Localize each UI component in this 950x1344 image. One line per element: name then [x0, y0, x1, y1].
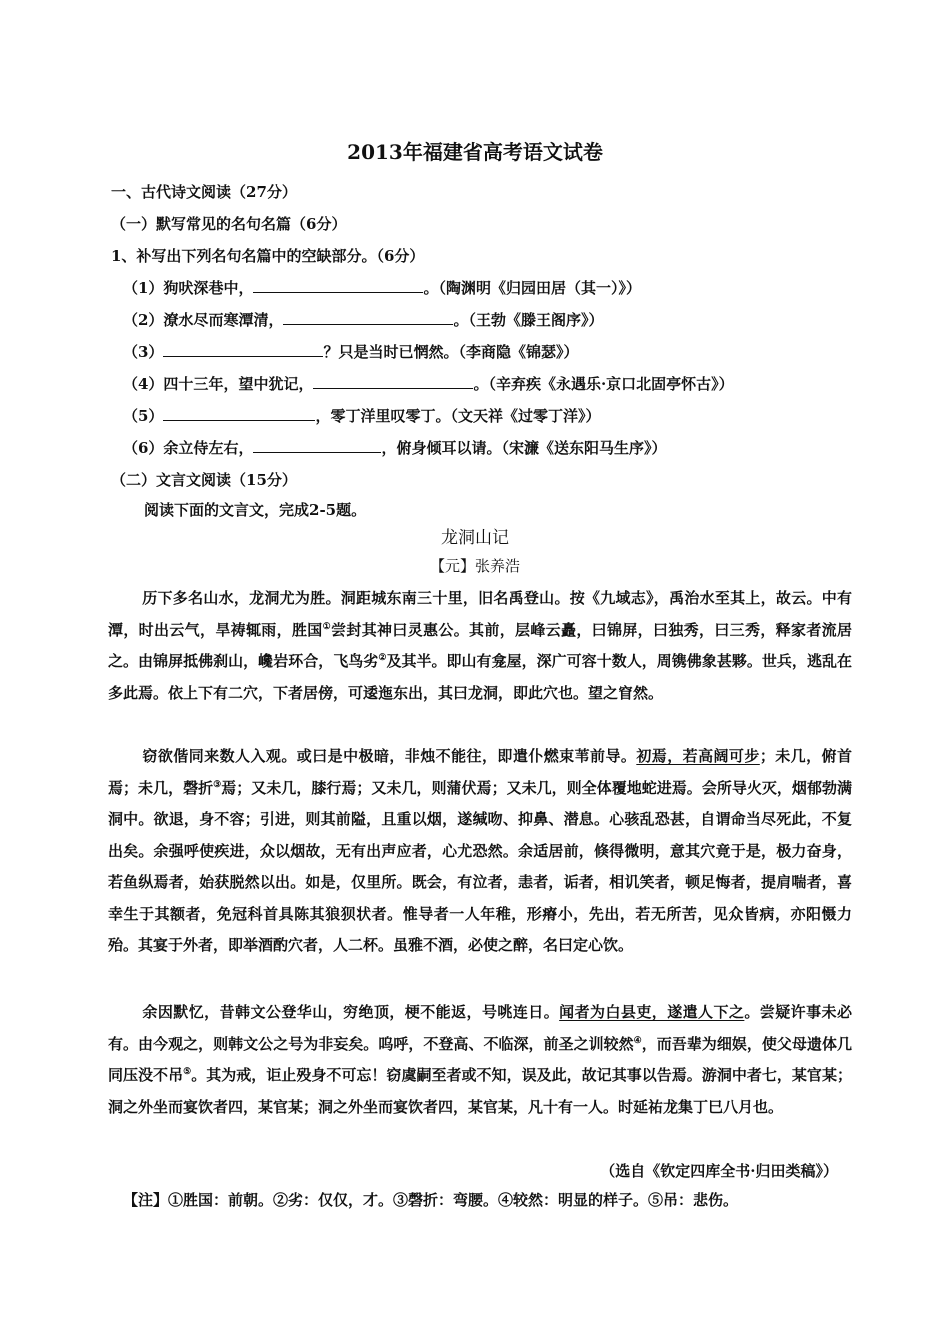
- question-1-prompt: 1、补写出下列名句名篇中的空缺部分。（6分）: [111, 247, 425, 265]
- item-4-before: （4）四十三年，望中犹记，: [123, 375, 314, 393]
- item-2-before: （2）潦水尽而寒潭清，: [123, 311, 284, 329]
- answer-blank-5[interactable]: [163, 406, 315, 421]
- p2-text-a: 窃欲偕同来数人入观。或曰是中极暗，非烛不能往，即遣仆燃束苇前导。: [142, 747, 637, 765]
- note-ref-1: ①: [322, 621, 332, 632]
- item-1: [123, 278, 641, 298]
- answer-blank-1[interactable]: [253, 278, 423, 293]
- p2-text-b: ；未几，俯首焉；未几，磬折: [108, 747, 852, 797]
- subsection-heading-classical: （二）文言文阅读（15分）: [111, 471, 297, 489]
- note-ref-2: ②: [378, 653, 387, 663]
- item-4: [123, 374, 734, 394]
- answer-blank-2[interactable]: [283, 310, 453, 325]
- p3-text-d: 。其为戒，讵止殁身不可忘！窃虞嗣至者或不知，误及此，故记其事以告焉。游洞中者七，某官某；洞之外坐而宴饮者四，某官某；洞之外坐而宴饮者四，某官某，凡十有一人。时延祐龙集丁巳八月也。: [108, 1066, 852, 1116]
- item-6-after: ，俯身倾耳以请。（宋濂《送东阳马生序》）: [381, 439, 667, 457]
- p3-text-c: ，而吾辈为细娱，使父母遗体几同压没不吊: [108, 1034, 852, 1084]
- p1-text-c: 及其半。即山有龛屋，深广可容十数人，周镌佛象甚夥。世兵，逃乱在多此焉。依上下有二穴，下者居傍，可逶迤东出，其曰龙洞，即此穴也。望之窅然。: [108, 652, 852, 702]
- item-3: [123, 342, 578, 362]
- passage-paragraph-2: [108, 741, 852, 962]
- passage-paragraph-1: [108, 583, 852, 709]
- item-3-before: （3）: [123, 343, 164, 361]
- item-3-after: ？只是当时已惘然。（李商隐《锦瑟》）: [323, 343, 579, 361]
- exam-title: 2013年福建省高考语文试卷: [347, 140, 603, 164]
- item-6-before: （6）余立侍左右，: [123, 439, 254, 457]
- passage-title: 龙洞山记: [441, 528, 509, 548]
- subsection-heading-dictation: （一）默写常见的名句名篇（6分）: [111, 215, 347, 233]
- note-ref-3: ③: [213, 779, 222, 790]
- item-5-before: （5）: [123, 407, 164, 425]
- item-5: [123, 406, 600, 426]
- p1-text-b: 尝封其神曰灵惠公。其前，层峰云矗，曰锦屏，曰独秀，曰三秀，释家者流居之。由锦屏抵佛刹山，巉岩环合，飞鸟劣: [108, 620, 852, 670]
- item-5-after: ，零丁洋里叹零丁。（文天祥《过零丁洋》）: [315, 407, 601, 425]
- item-1-after: 。（陶渊明《归园田居（其一）》）: [423, 279, 641, 297]
- annotation-notes: 【注】①胜国：前朝。②劣：仅仅，才。③磬折：弯腰。④较然：明显的样子。⑤吊：悲伤。: [123, 1191, 739, 1209]
- passage-paragraph-3: [108, 997, 852, 1123]
- section-heading-1: 一、古代诗文阅读（27分）: [111, 183, 297, 201]
- answer-blank-4[interactable]: [313, 374, 473, 389]
- p2-text-c: 焉；又未几，膝行焉；又未几，则蒲伏焉；又未几，则全体覆地蛇进焉。会所导火灭，烟郁勃满洞中。欲退，身不容；引进，则其前隘，且重以烟，遂缄吻、抑鼻、潜息。心骇乱恐甚，自谓命当尽死此，不复出矣。余强呼使疾进，众以烟故，无有出声应者，心尤恐然。余适居前，倏得微明，意其穴竟于是，极力奋身，若鱼纵焉者，始获脱然以出。如是，仅里所。既会，有泣者，恚者，诟者，相讥笑者，顿足悔者，提肩喘者，喜幸生于其额者，免冠科首具陈其狼狈状者。惟导者一人年稚，形瘠小，先出，若无所苦，见众皆病，亦阳慑力殆。其宴于外者，即举酒酌穴者，人二杯。虽雅不酒，必使之醉，名曰定心饮。: [108, 778, 852, 954]
- note-ref-4: ④: [633, 1035, 642, 1046]
- p1-text-a: 历下多名山水，龙洞尤为胜。洞距城东南三十里，旧名禹登山。按《九域志》，禹治水至其上，故云。中有潭，时出云气，旱祷辄雨，胜国: [108, 589, 852, 639]
- item-4-after: 。（辛弃疾《永遇乐·京口北固亭怀古》）: [473, 375, 734, 393]
- p3-text-b: 。尝疑许事未必有。由今观之，则韩文公之号为非妄矣。呜呼，不登高、不临深，前圣之训较然: [108, 1003, 852, 1053]
- p3-underlined-sentence: 闻者为白县吏，遂遣人下之: [559, 1003, 745, 1021]
- item-2-after: 。（王勃《滕王阁序》）: [453, 311, 604, 329]
- p3-text-a: 余因默忆，昔韩文公登华山，穷绝顶，梗不能返，号咷连日。: [142, 1003, 560, 1021]
- item-1-before: （1）狗吠深巷中，: [123, 279, 254, 297]
- p2-underlined-sentence: 初焉，若高阔可步: [636, 747, 760, 765]
- answer-blank-6[interactable]: [253, 438, 381, 453]
- answer-blank-3[interactable]: [163, 342, 323, 357]
- passage-source: （选自《钦定四库全书·归田类稿》）: [600, 1162, 838, 1180]
- item-6: [123, 438, 666, 458]
- reading-instruction: 阅读下面的文言文，完成2-5题。: [144, 501, 367, 519]
- passage-author: 【元】张养浩: [429, 557, 520, 575]
- item-2: [123, 310, 603, 330]
- note-ref-5: ⑤: [183, 1067, 192, 1077]
